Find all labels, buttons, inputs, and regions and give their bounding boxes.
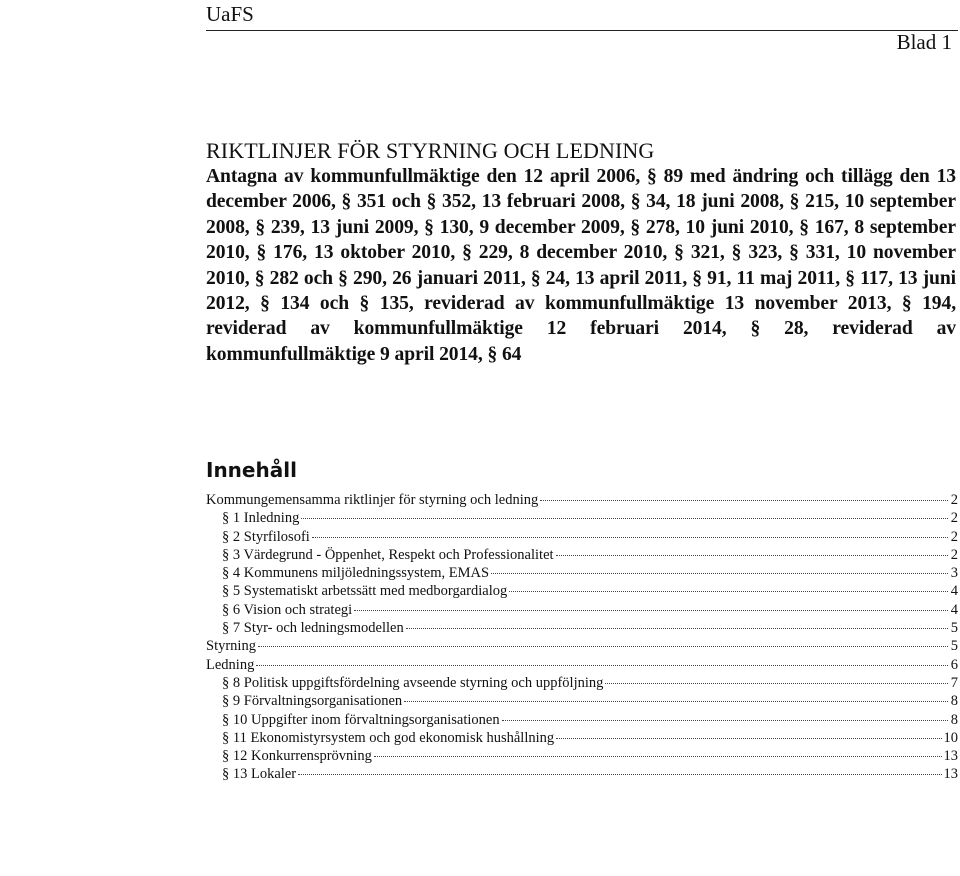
toc-dot-leader: [556, 555, 948, 556]
toc-entry[interactable]: [206, 766, 958, 784]
toc-entry-page-number: 2: [950, 510, 958, 527]
toc-entry[interactable]: [206, 529, 958, 547]
toc-dot-leader: [491, 573, 948, 574]
toc-entry-page-number: 5: [950, 620, 958, 637]
toc-entry-label: § 8 Politisk uppgiftsfördelning avseende styrning och uppföljning: [222, 674, 604, 691]
toc-entry-label: § 11 Ekonomistyrsystem och god ekonomisk hushållning: [222, 729, 555, 746]
toc-entry[interactable]: [206, 492, 958, 510]
toc-entry-label: § 12 Konkurrensprövning: [222, 748, 372, 765]
toc-entry[interactable]: [206, 730, 958, 748]
toc-entry[interactable]: [206, 693, 958, 711]
toc-entry-page-number: 4: [950, 583, 958, 600]
toc-entry-page-number: 7: [950, 674, 958, 691]
toc-entry-label: § 10 Uppgifter inom förvaltningsorganisationen: [222, 711, 500, 728]
toc-entry[interactable]: [206, 583, 958, 601]
toc-entry-label: § 5 Systematiskt arbetssätt med medborgardialog: [222, 583, 508, 600]
toc-entry-page-number: 10: [943, 729, 958, 746]
toc-dot-leader: [298, 774, 941, 775]
toc-entry-page-number: 2: [950, 492, 958, 508]
toc-entry[interactable]: [206, 602, 958, 620]
toc-entry-label: Styrning: [206, 638, 256, 655]
toc-dot-leader: [258, 646, 948, 647]
toc-list: [206, 492, 958, 785]
document-title: RIKTLINJER FÖR STYRNING OCH LEDNING: [206, 138, 655, 163]
toc-entry-page-number: 2: [950, 528, 958, 545]
sheet-number: Blad 1: [896, 30, 952, 54]
toc-dot-leader: [502, 720, 948, 721]
toc-dot-leader: [354, 610, 948, 611]
toc-dot-leader: [605, 683, 948, 684]
toc-dot-leader: [312, 537, 948, 538]
toc-dot-leader: [509, 591, 948, 592]
toc-entry-label: § 7 Styr- och ledningsmodellen: [222, 620, 404, 637]
toc-dot-leader: [301, 518, 948, 519]
toc-entry-page-number: 4: [950, 601, 958, 618]
toc-dot-leader: [374, 756, 942, 757]
toc-entry[interactable]: [206, 657, 958, 675]
toc-entry[interactable]: [206, 748, 958, 766]
toc-entry-page-number: 2: [950, 546, 958, 563]
header-divider: [206, 30, 958, 31]
toc-entry-label: § 9 Förvaltningsorganisationen: [222, 693, 403, 710]
toc-entry-page-number: 6: [950, 656, 958, 673]
toc-entry-label: § 3 Värdegrund - Öppenhet, Respekt och Professionalitet: [222, 546, 554, 563]
toc-entry-page-number: 13: [943, 748, 958, 765]
adoption-note: Antagna av kommunfullmäktige den 12 april 2006, § 89 med ändring och tillägg den 13 december 2006, § 351 och § 352, 13 februari 2008, § 34, 18 juni 2008, § 215, 10 september 2008, § 239, 13 juni 2009, § 130, 9 december 2009, § 278, 10 juni 2010, § 167, 8 september 2010, § 176, 13 oktober 2010, § 229, 8 december 2010, § 321, § 323, § 331, 10 november 2010, § 282 och § 290, 26 januari 2011, § 24, 13 april 2011, § 91, 11 maj 2011, § 117, 13 juni 2012, § 134 och § 135, reviderad av kommunfullmäktige 13 november 2013, § 194, reviderad av kommunfullmäktige 12 februari 2014, § 28, reviderad av kommunfullmäktige 9 april 2014, § 64: [206, 166, 956, 365]
toc-entry-page-number: 13: [943, 766, 958, 783]
toc-entry[interactable]: [206, 620, 958, 638]
toc-dot-leader: [404, 701, 948, 702]
organization-name: UaFS: [206, 2, 254, 26]
toc-entry-label: Kommungemensamma riktlinjer för styrning och ledning: [206, 492, 539, 508]
toc-entry-label: § 2 Styrfilosofi: [222, 528, 310, 545]
toc-entry-label: Ledning: [206, 656, 255, 673]
toc-dot-leader: [256, 665, 948, 666]
toc-dot-leader: [556, 738, 941, 739]
toc-entry[interactable]: [206, 675, 958, 693]
toc-entry[interactable]: [206, 510, 958, 528]
toc-heading: Innehåll: [206, 458, 297, 482]
toc-dot-leader: [406, 628, 948, 629]
toc-entry[interactable]: [206, 547, 958, 565]
toc-entry-label: § 1 Inledning: [222, 510, 300, 527]
toc-entry-label: § 6 Vision och strategi: [222, 601, 353, 618]
toc-entry[interactable]: [206, 565, 958, 583]
toc-entry-page-number: 5: [950, 638, 958, 655]
toc-entry-label: § 13 Lokaler: [222, 766, 297, 783]
toc-entry[interactable]: [206, 638, 958, 656]
toc-entry-page-number: 3: [950, 565, 958, 582]
toc-entry-label: § 4 Kommunens miljöledningssystem, EMAS: [222, 565, 490, 582]
toc-entry-page-number: 8: [950, 711, 958, 728]
toc-dot-leader: [540, 500, 948, 501]
toc-entry-page-number: 8: [950, 693, 958, 710]
toc-entry[interactable]: [206, 712, 958, 730]
